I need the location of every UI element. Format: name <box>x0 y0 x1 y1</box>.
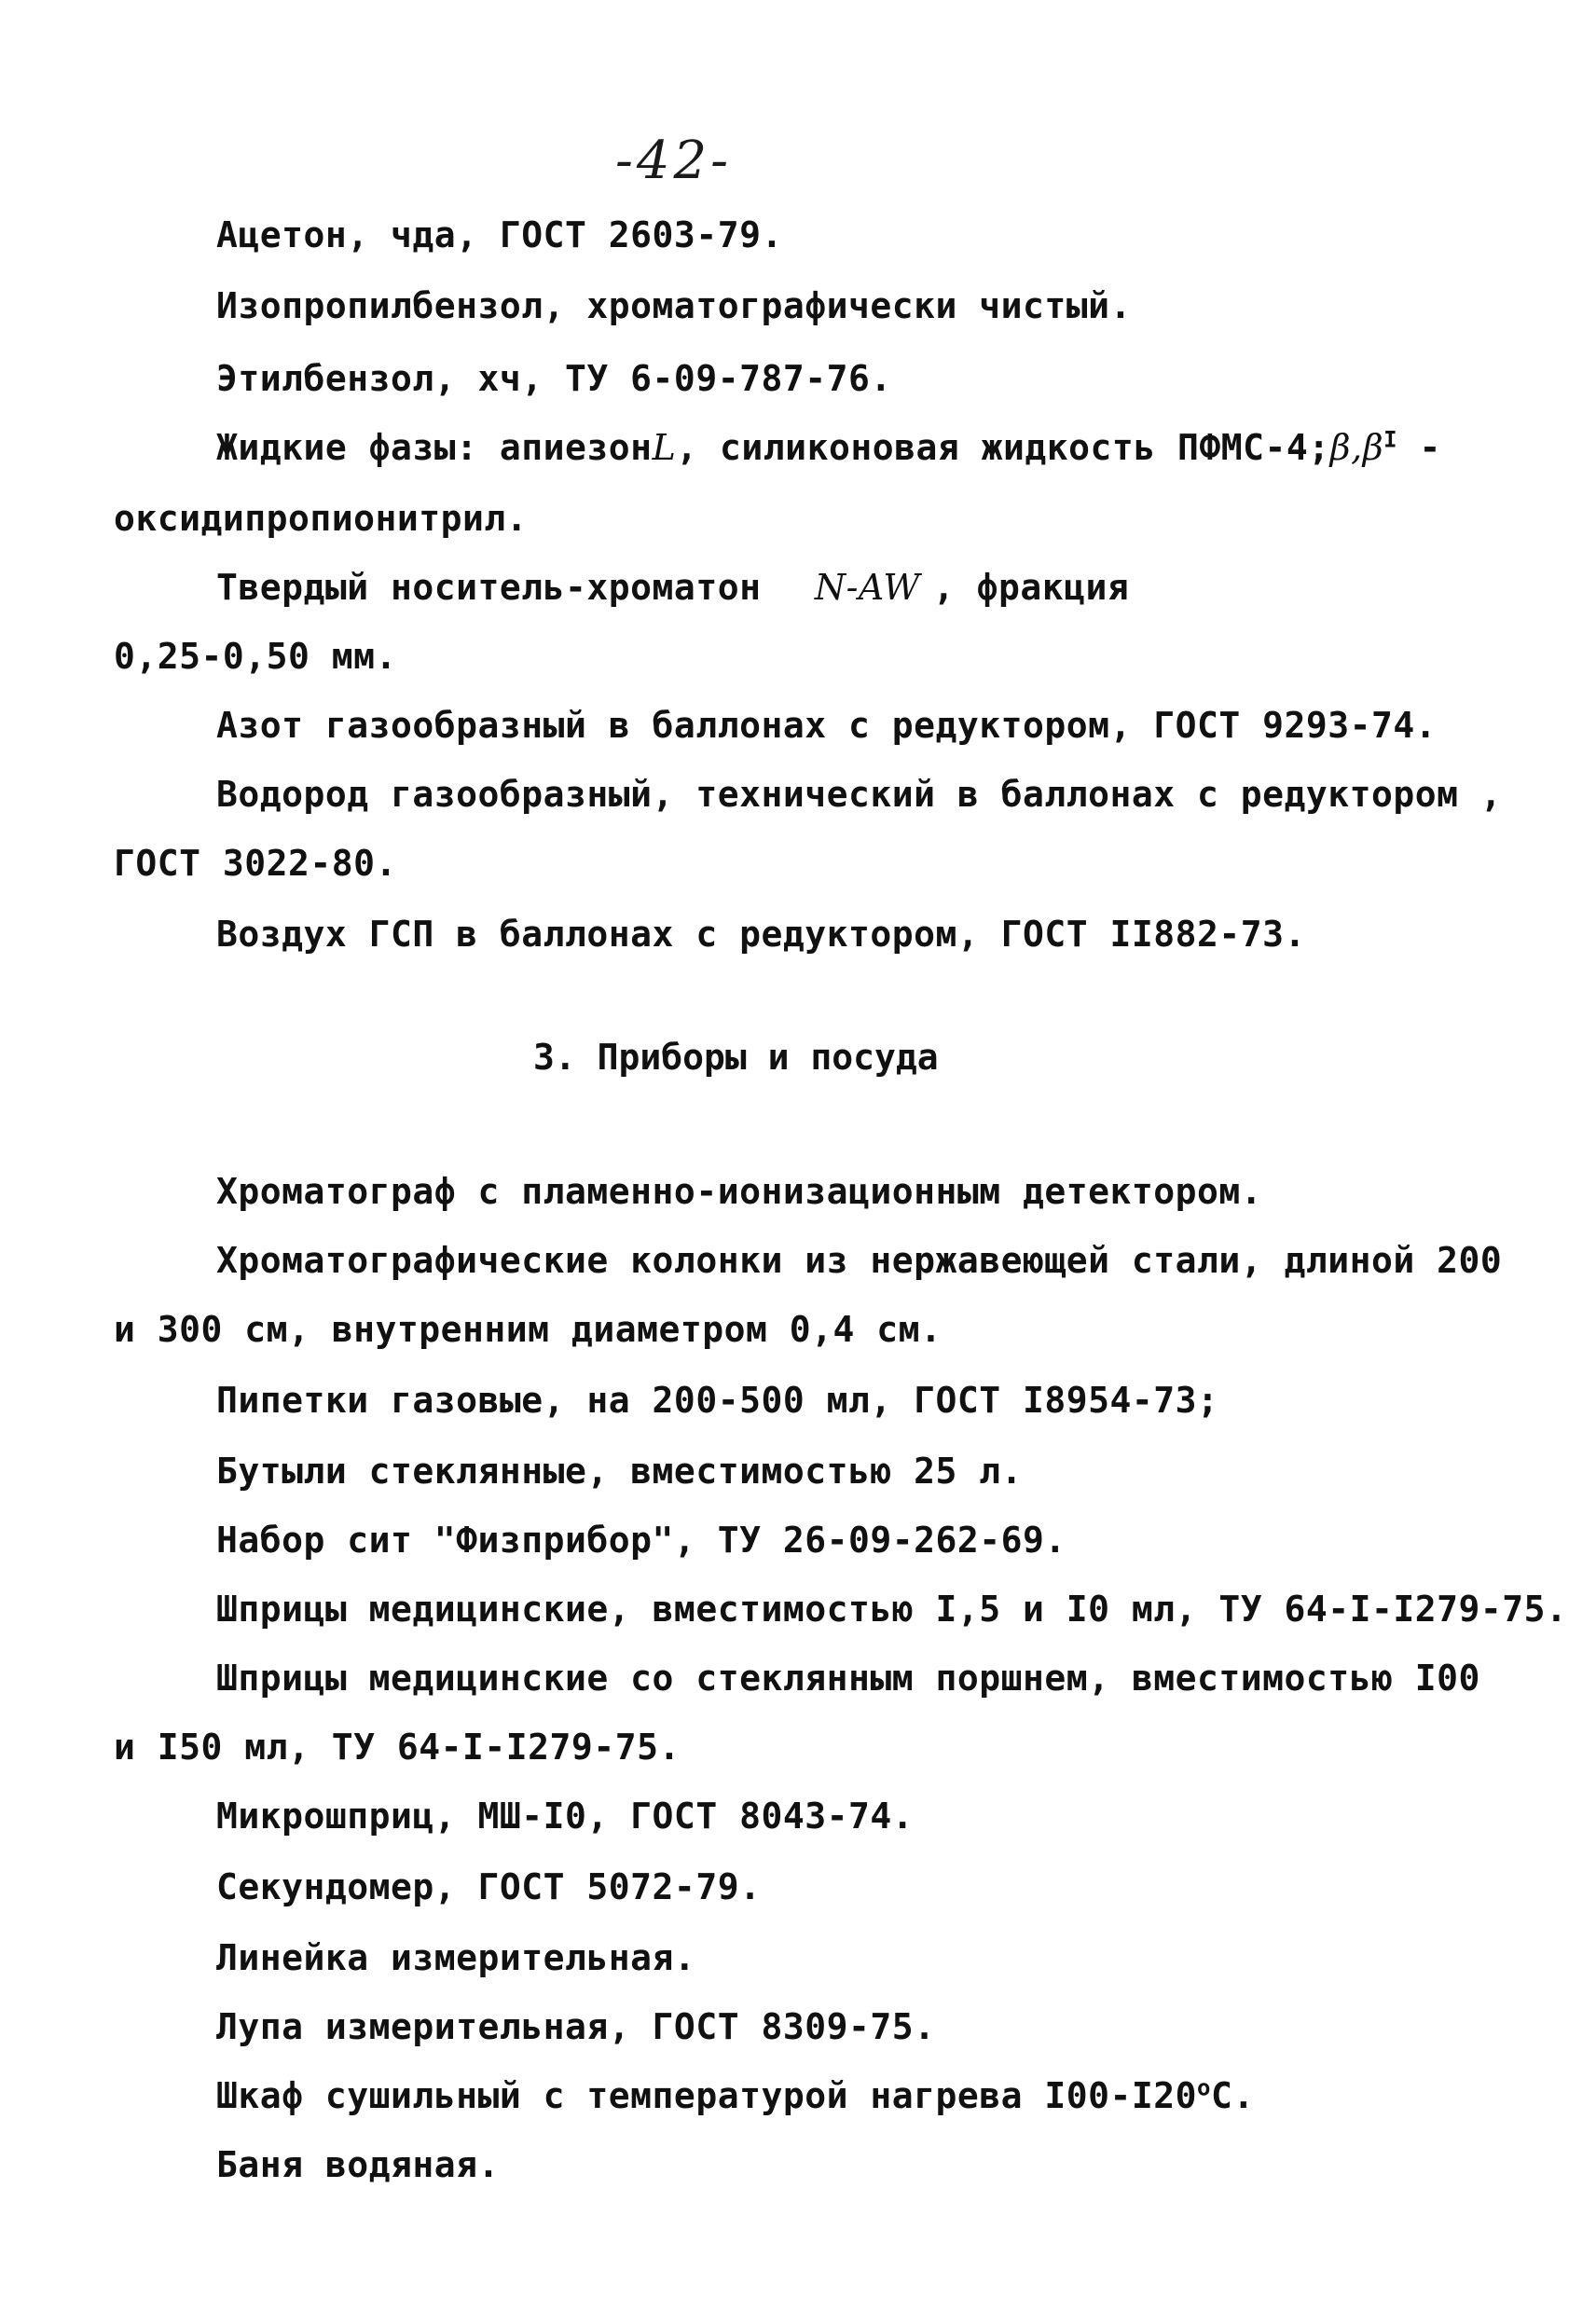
section-heading: 3. Приборы и посуда <box>533 1037 939 1078</box>
reagent-liquid-phases <box>216 427 1441 468</box>
reagent-liquid-phases-cont: оксидипропионитрил. <box>114 498 529 539</box>
reagent-ethylbenzene: Этилбензол, хч, ТУ 6-09-787-76. <box>216 358 892 399</box>
reagent-air: Воздух ГСП в баллонах с редуктором, ГОСТ II882-73. <box>216 914 1306 955</box>
equipment-gas-pipettes: Пипетки газовые, на 200-500 мл, ГОСТ I8954-73; <box>216 1380 1219 1421</box>
reagent-isopropylbenzene: Изопропилбензол, хроматографически чистый. <box>216 285 1132 326</box>
page-number: -42- <box>615 131 733 191</box>
liquid-phases-text-a: Жидкие фазы: апиезон <box>216 427 653 468</box>
drying-cabinet-degree: о <box>1197 2074 1211 2101</box>
liquid-phases-text-f: - <box>1397 427 1441 468</box>
equipment-magnifier: Лупа измерительная, ГОСТ 8309-75. <box>216 2006 936 2047</box>
reagent-acetone: Ацетон, чда, ГОСТ 2603-79. <box>216 214 783 255</box>
reagent-nitrogen: Азот газообразный в баллонах с редуктором, ГОСТ 9293-74. <box>216 705 1438 746</box>
equipment-glass-syringes: Шприцы медицинские со стеклянным поршнем, вместимостью I00 <box>216 1658 1480 1699</box>
equipment-columns-cont: и 300 см, внутренним диаметром 0,4 см. <box>114 1309 942 1350</box>
reagent-hydrogen: Водород газообразный, технический в баллонах с редуктором , <box>216 774 1503 815</box>
equipment-ruler: Линейка измерительная. <box>216 1937 696 1978</box>
equipment-glass-syringes-cont: и I50 мл, ТУ 64-I-I279-75. <box>114 1727 681 1768</box>
reagent-hydrogen-cont: ГОСТ 3022-80. <box>114 843 397 884</box>
drying-cabinet-text-c: С. <box>1210 2075 1255 2116</box>
equipment-drying-cabinet <box>216 2075 1255 2116</box>
liquid-phases-text-c: , силиконовая жидкость ПФМС-4; <box>676 427 1330 468</box>
solid-carrier-text-c: , фракция <box>932 567 1130 608</box>
equipment-glass-bottles: Бутыли стеклянные, вместимостью 25 л. <box>216 1451 1023 1492</box>
equipment-water-bath: Баня водяная. <box>216 2144 500 2185</box>
liquid-phases-handwritten-beta: β,β <box>1329 427 1384 468</box>
drying-cabinet-text-a: Шкаф сушильный с температурой нагрева I00-I20 <box>216 2075 1198 2116</box>
reagent-solid-carrier-cont: 0,25-0,50 мм. <box>114 636 397 677</box>
liquid-phases-superscript: I <box>1383 426 1398 453</box>
liquid-phases-handwritten-l: L <box>652 427 677 468</box>
reagent-solid-carrier <box>216 567 1129 608</box>
equipment-sieve-set: Набор сит "Физприбор", ТУ 26-09-262-69. <box>216 1520 1066 1561</box>
solid-carrier-handwritten-naw: N-AW <box>814 567 920 608</box>
equipment-columns: Хроматографические колонки из нержавеющей стали, длиной 200 <box>216 1240 1503 1281</box>
solid-carrier-text-a: Твердый носитель-хроматон <box>216 567 762 608</box>
equipment-syringes: Шприцы медицинские, вместимостью I,5 и I0 мл, ТУ 64-I-I279-75. <box>216 1589 1568 1630</box>
equipment-chromatograph: Хроматограф с пламенно-ионизационным детектором. <box>216 1171 1263 1212</box>
equipment-stopwatch: Секундомер, ГОСТ 5072-79. <box>216 1866 762 1907</box>
equipment-microsyringe: Микрошприц, МШ-I0, ГОСТ 8043-74. <box>216 1796 915 1837</box>
